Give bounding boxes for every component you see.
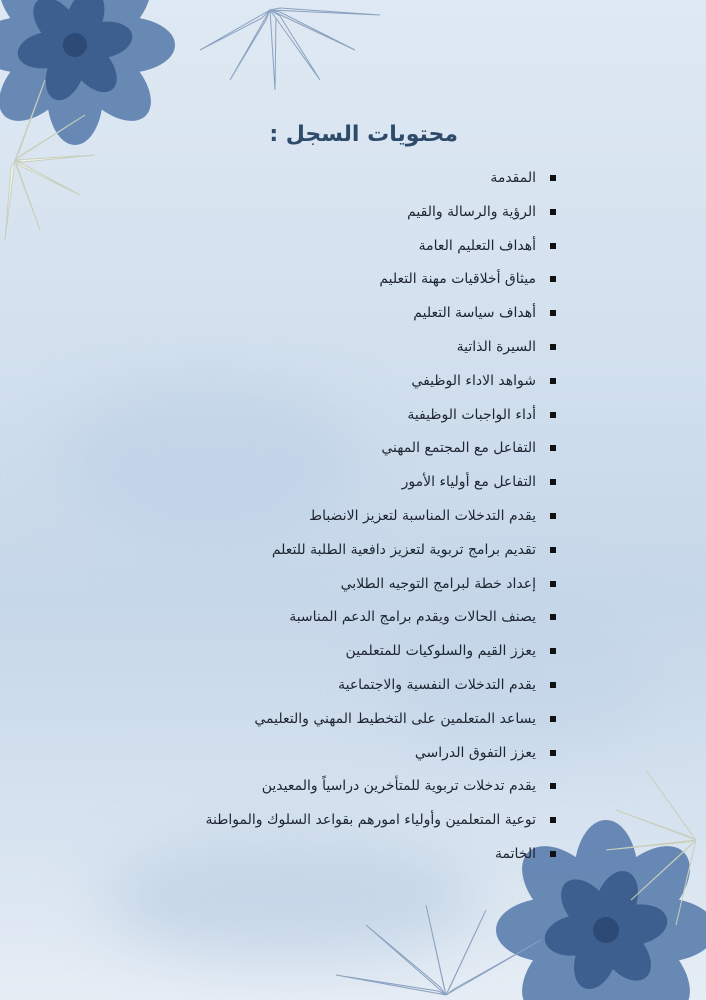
list-item-label: السيرة الذاتية	[456, 338, 536, 355]
list-item-label: توعية المتعلمين وأولياء امورهم بقواعد السلوك والمواطنة	[205, 812, 536, 829]
bullet	[550, 243, 556, 249]
list-item	[136, 504, 556, 538]
list-item	[136, 301, 556, 335]
bullet	[550, 682, 556, 688]
bullet	[550, 614, 556, 620]
list-item	[136, 166, 556, 200]
list-item-label: الخاتمة	[495, 845, 536, 862]
list-item	[136, 267, 556, 301]
list-item	[136, 200, 556, 234]
list-item-label: المقدمة	[490, 170, 536, 186]
bullet	[550, 479, 556, 485]
list-item	[136, 842, 556, 876]
bullet	[550, 513, 556, 519]
list-item	[136, 774, 556, 808]
bullet	[550, 276, 556, 282]
bullet	[550, 783, 556, 789]
list-item-label: يقدم تدخلات تربوية للمتأخرين دراسياً والمعيدين	[261, 778, 536, 795]
list-item	[136, 538, 556, 572]
list-item	[136, 707, 556, 741]
bullet	[550, 344, 556, 350]
bullet	[550, 310, 556, 316]
list-item	[136, 403, 556, 437]
bullet	[550, 648, 556, 654]
bullet	[550, 750, 556, 756]
list-item	[136, 234, 556, 268]
list-item	[136, 335, 556, 369]
contents-list	[136, 166, 556, 876]
list-item	[136, 808, 556, 842]
bullet	[550, 817, 556, 823]
list-item	[136, 470, 556, 504]
list-item	[136, 436, 556, 470]
list-item-label: إعداد خطة لبرامج التوجيه الطلابي	[340, 575, 536, 592]
list-item	[136, 639, 556, 673]
bullet	[550, 378, 556, 384]
bullet	[550, 851, 556, 857]
list-item-label: أداء الواجبات الوظيفية	[407, 406, 536, 423]
list-item-label: تقديم برامج تربوية لتعزيز دافعية الطلبة للتعلم	[271, 541, 536, 558]
list-item-label: الرؤية والرسالة والقيم	[407, 203, 536, 220]
list-item-label: يصنف الحالات ويقدم برامج الدعم المناسبة	[289, 609, 536, 626]
bullet	[550, 581, 556, 587]
list-item	[136, 673, 556, 707]
list-item-label: يقدم التدخلات النفسية والاجتماعية	[338, 676, 536, 693]
bullet	[550, 716, 556, 722]
list-item	[136, 572, 556, 606]
bullet	[550, 547, 556, 553]
list-item-label: أهداف التعليم العامة	[418, 237, 536, 254]
list-item-label: التفاعل مع أولياء الأمور	[401, 474, 536, 491]
list-item-label: يعزز القيم والسلوكيات للمتعلمين	[345, 643, 536, 660]
list-item-label: يقدم التدخلات المناسبة لتعزيز الانضباط	[309, 507, 536, 524]
list-item	[136, 369, 556, 403]
list-item	[136, 741, 556, 775]
list-item-label: يساعد المتعلمين على التخطيط المهني والتعليمي	[254, 710, 536, 727]
bullet	[550, 445, 556, 451]
list-item-label: التفاعل مع المجتمع المهني	[381, 440, 536, 457]
list-item-label: أهداف سياسة التعليم	[413, 305, 536, 322]
list-item-label: شواهد الاداء الوظيفي	[411, 372, 536, 389]
bullet	[550, 175, 556, 181]
list-item-label: ميثاق أخلاقيات مهنة التعليم	[379, 271, 536, 288]
bullet	[550, 209, 556, 215]
bullet	[550, 412, 556, 418]
list-item	[136, 605, 556, 639]
list-item-label: يعزز التفوق الدراسي	[414, 744, 536, 761]
page-title: محتويات السجل :	[269, 122, 458, 147]
